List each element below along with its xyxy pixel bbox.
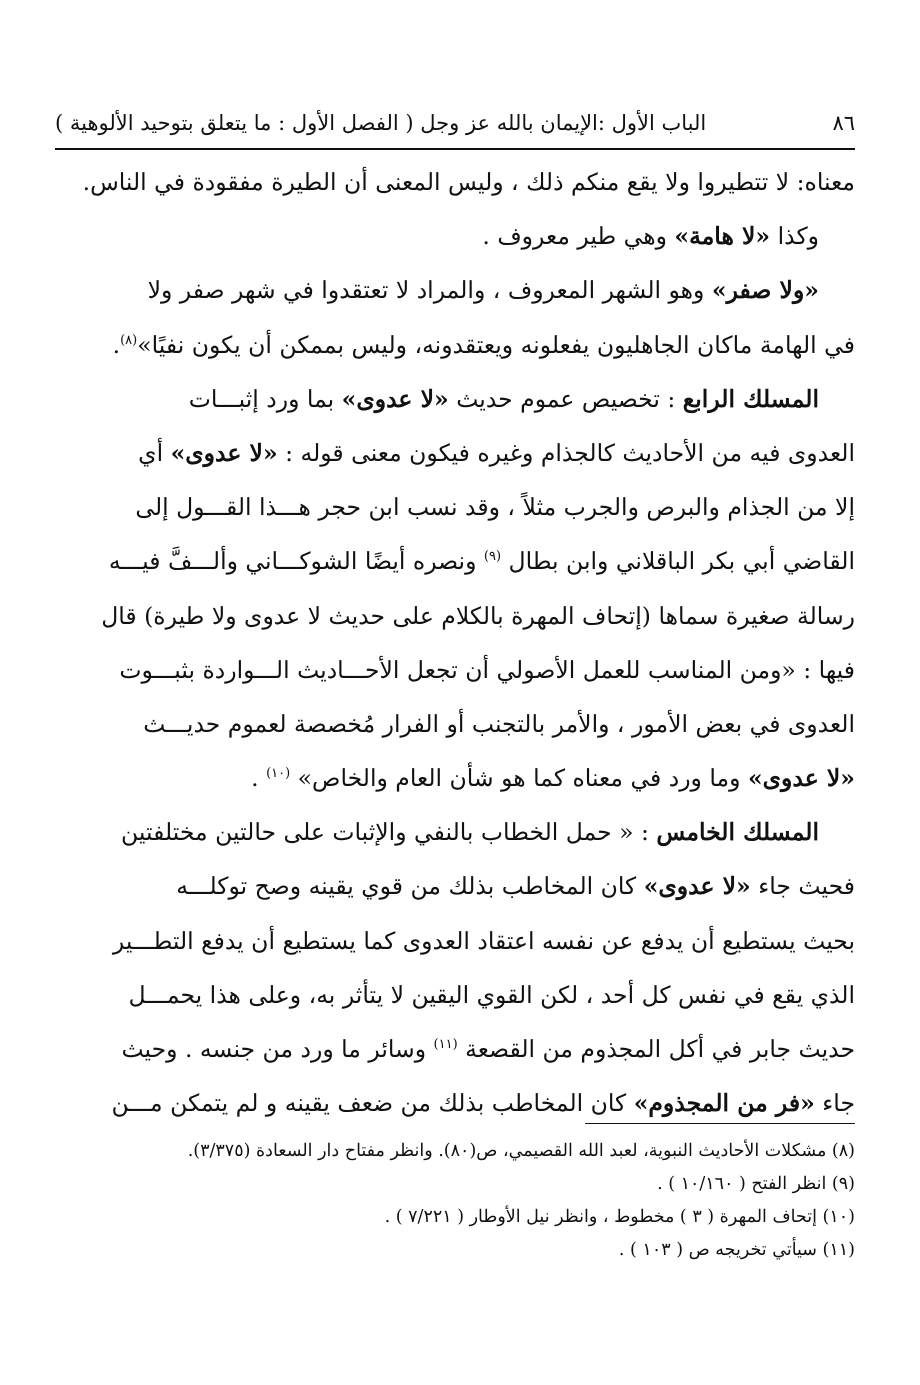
text-line: حديث جابر في أكل المجذوم من القصعة $^{(١١)}$ وسائر ما ورد من جنسه . وحيث [121,1035,855,1063]
running-header [55,100,855,146]
text-line: في الهامة ماكان الجاهليون يفعلونه ويعتقدونه، وليس بممكن أن يكون نفيًا»$^{(٨)}$. [112,330,855,359]
footnote-separator [585,1123,855,1124]
text-line: العدوى في بعض الأمور ، والأمر بالتجنب أو الفرار مُخصصة لعموم حديـــث [143,709,855,738]
main-text [55,155,855,1130]
text-line: «لا عدوى» وما ورد في معناه كما هو شأن العام والخاص» $^{(١٠)}$ . [251,764,855,793]
text-line: المسلك الرابع : تخصيص عموم حديث «لا عدوى» بما ورد إثبـــات [188,384,819,413]
text-line: القاضي أبي بكر الباقلاني وابن بطال $^{(٩)}$ ونصره أيضًا الشوكـــاني وألـــفَّ فيـــه [108,547,855,576]
text-line: فحيث جاء «لا عدوى» كان المخاطب بذلك من قوي يقينه وصح توكلـــه [176,872,855,901]
text-line: العدوى فيه من الأحاديث كالجذام وغيره فيكون معنى قوله : «لا عدوى» أي [138,438,855,467]
footnote: (٨) مشكلات الأحاديث النبوية، لعبد الله القصيمي، ص(٨٠). وانظر مفتاح دار السعادة (٣/٣٧٥). [187,1141,855,1161]
footnote-ref: (١١) [433,1037,458,1053]
footnote: (١١) سيأتي تخريجه ص ( ١٠٣ ) . [618,1240,855,1260]
footnotes [55,1135,855,1267]
text-line: فيها : «ومن المناسب للعمل الأصولي أن تجعل الأحـــاديث الـــواردة بثبـــوت [119,655,855,684]
footnote-ref: (٩) [483,549,502,565]
page-number: ٨٦ [832,111,855,135]
text-line: معناه: لا تتطيروا ولا يقع منكم ذلك ، وليس المعنى أن الطيرة مفقودة في الناس. [82,168,855,196]
running-title: الباب الأول :الإيمان بالله عز وجل ( الفصل الأول : ما يتعلق بتوحيد الألوهية ) [55,111,707,135]
footnote: (٩) انظر الفتح ( ١٠/١٦٠ ) . [657,1174,855,1194]
text-line: الذي يقع في نفس كل أحد ، لكن القوي اليقين لا يتأثر به، وعلى هذا يحمـــل [128,980,855,1009]
text-line: بحيث يستطيع أن يدفع عن نفسه اعتقاد العدوى كما يستطيع أن يدفع التطـــير [112,926,855,955]
footnote-ref: (١٠) [266,766,291,782]
text-line: إلا من الجذام والبرص والجرب مثلاً ، وقد نسب ابن حجر هـــذا القـــول إلى [135,493,855,522]
footnote-ref: (٨) [120,332,138,348]
text-line: «ولا صفر» وهو الشهر المعروف ، والمراد لا تعتقدوا في شهر صفر ولا [147,276,819,305]
text-line: جاء «فر من المجذوم» كان المخاطب بذلك من ضعف يقينه و لم يتمكن مـــن [111,1089,855,1118]
footnote: (١٠) إتحاف المهرة ( ٣ ) مخطوط ، وانظر نيل الأوطار ( ٧/٢٢١ ) . [384,1207,855,1227]
text-line: المسلك الخامس : « حمل الخطاب بالنفي والإثبات على حالتين مختلفتين [121,818,819,847]
text-line: وكذا «لا هامة» وهي طير معروف . [482,222,819,251]
text-line: رسالة صغيرة سماها (إتحاف المهرة بالكلام على حديث لا عدوى ولا طيرة) قال [101,601,855,630]
header-rule [55,148,855,150]
